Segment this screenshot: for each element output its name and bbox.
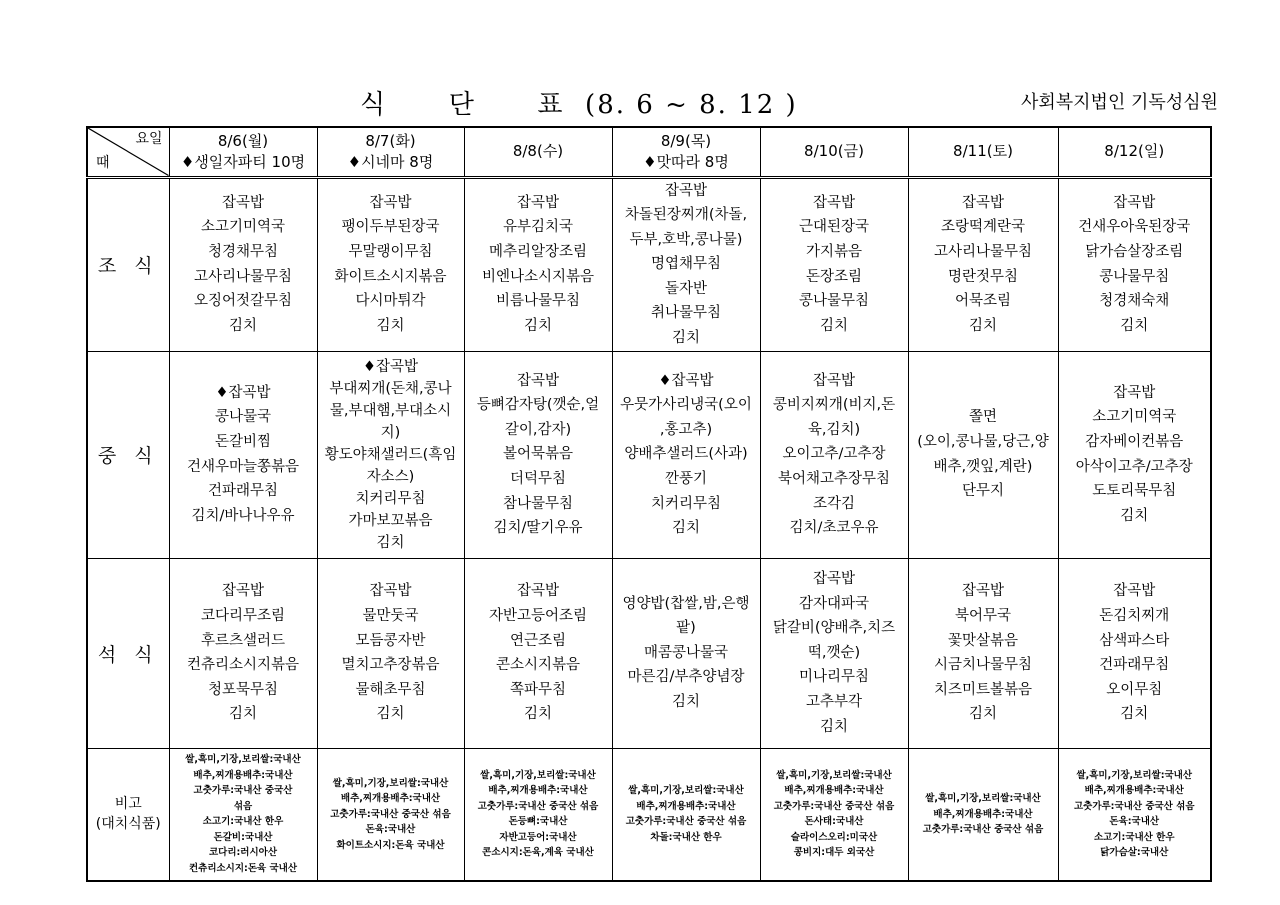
origin-note: 고춧가루:국내산 중국산 섞음 [773,800,895,812]
menu-item: 김치 [671,694,700,711]
menu-cell [317,177,464,351]
menu-item: 연근조림 [509,632,567,649]
menu-item: 등뼈감자탕(깻순,얼 [476,397,600,414]
menu-item: 팽이두부된장국 [341,219,440,236]
menu-item: 차돌된장찌개(차돌, [624,207,748,224]
origin-note: 고춧가루:국내산 중국산 섞음 [1073,800,1195,812]
menu-item: 자소스) [366,468,415,485]
origin-note: 배추,찌개용배추:국내산 [340,793,441,805]
menu-item: 명란젓무침 [947,268,1019,285]
lunch-row [87,351,1211,558]
origin-note: 쌀,흑미,기장,보리쌀:국내산 [1076,769,1193,781]
menu-item: 더덕무침 [509,470,567,487]
menu-item: 잡곡밥 [812,571,856,588]
meal-label: 조 식 [87,177,169,351]
day-header [317,127,464,177]
menu-item: 콘소시지볶음 [495,657,581,674]
menu-item: 콩나물무침 [798,293,870,310]
menu-item: 건파래무침 [1099,657,1170,674]
menu-item: 시금치나물무침 [933,657,1033,674]
origin-note: 배추,찌개용배추:국내산 [1084,785,1184,797]
origin-note: 돈등뼈:국내산 [508,816,568,828]
origin-note: 고춧가루:국내산 중국산 섞음 [477,800,599,812]
day-header [1058,127,1211,177]
menu-cell [612,177,760,351]
corner-cell [87,127,169,177]
origin-note: 고춧가루:국내산 중국산 [193,785,293,797]
menu-item: 유부김치국 [502,219,574,236]
notes-label: 비고 (대치식품) [87,748,169,881]
menu-item: 잡곡밥 [664,182,708,199]
menu-item: 건새우아욱된장국 [1078,219,1191,236]
menu-item: 치커리무침 [650,495,722,512]
menu-item: 김치 [819,718,848,735]
menu-item: 닭갈비(양배추,치즈 [772,620,896,637]
menu-item: 도토리묵무침 [1092,483,1177,500]
menu-item: 콩나물무침 [1099,268,1170,285]
menu-item: 김치 [968,706,997,723]
menu-item: 김치/딸기우유 [493,520,583,537]
note-cell [612,748,760,881]
menu-item: 코다리무조림 [200,607,286,624]
day-header [612,127,760,177]
menu-cell [760,177,908,351]
menu-item: 조랑떡계란국 [940,219,1026,236]
menu-item: 팥) [676,620,696,637]
menu-item: 근대된장국 [798,219,870,236]
menu-item: 마른김/부추양념장 [627,669,745,686]
menu-item: 부대찌개(돈채,콩나 [329,380,452,397]
menu-item: 소고기미역국 [200,219,286,236]
menu-item: 아삭이고추/고추장 [1075,458,1193,475]
menu-item: 잡곡밥 [221,194,265,211]
origin-note: 쌀,흑미,기장,보리쌀:국내산 [332,777,449,789]
menu-item: 물,부대햄,부대소시 [329,402,452,419]
origin-note: 콘소시지:돈육,계육 국내산 [482,847,594,859]
origin-note: 코다리:러시아산 [208,847,278,859]
dinner-row [87,558,1211,748]
menu-item: 취나물무침 [650,305,722,322]
meal-label: 석 식 [87,558,169,748]
menu-item: 콩나물국 [214,409,272,426]
menu-item: 고추부각 [805,694,863,711]
day-header [760,127,908,177]
origin-note: 쌀,흑미,기장,보리쌀:국내산 [185,754,301,766]
menu-item: 잡곡밥 [1113,583,1156,600]
menu-item: 우뭇가사리냉국(오이 [620,397,752,414]
menu-item: 잡곡밥 [961,583,1005,600]
origin-note: 쌀,흑미,기장,보리쌀:국내산 [628,785,744,797]
menu-item: 지) [380,424,401,441]
menu-item: 비름나물무침 [495,293,581,310]
origin-note: 섞음 [233,800,253,812]
day-header [169,127,317,177]
day-event: ♦맛따라 8명 [643,152,729,171]
menu-item: 치즈미트볼볶음 [933,681,1033,698]
menu-item: 고사리나물무침 [193,268,293,285]
origin-note: 배추,찌개용배추:국내산 [488,785,588,797]
menu-item: 김치 [1120,317,1149,334]
menu-item: 자반고등어조림 [488,607,588,624]
origin-note: 콩비지:대두 외국산 [793,847,875,859]
menu-item: 건새우마늘쫑볶음 [186,458,300,475]
menu-item: 꽃맛살볶음 [947,632,1019,649]
menu-cell [317,558,464,748]
day-header [908,127,1058,177]
menu-cell [169,351,317,558]
menu-cell [612,351,760,558]
menu-item: 황도야채샐러드(흑임 [324,446,457,463]
day-event: ♦시네마 8명 [347,152,434,171]
origin-note: 화이트소시지:돈육 국내산 [336,839,445,851]
note-cell [169,748,317,881]
menu-item: 김치 [523,706,552,723]
note-cell [464,748,612,881]
day-event: ♦생일자파티 10명 [180,152,306,171]
header-row [87,127,1211,177]
menu-cell [169,177,317,351]
menu-cell [1058,351,1211,558]
menu-item: 비엔나소시지볶음 [481,268,595,285]
menu-item: 청경채무침 [207,243,279,260]
menu-item: 메추리알장조림 [488,243,588,260]
menu-item: 물해초무침 [355,681,426,698]
menu-item: 명엽채무침 [650,256,722,273]
menu-item: 소고기미역국 [1092,409,1177,426]
menu-item: 잡곡밥 [812,194,856,211]
menu-item: 멸치고추장볶음 [341,657,440,674]
menu-item: 김치 [1120,706,1149,723]
day-date: 8/12(일) [1104,142,1165,161]
menu-item: 가마보꼬볶음 [348,512,433,529]
menu-item: 청경채숙채 [1099,293,1170,310]
origin-note: 닭가슴살:국내산 [1100,847,1169,859]
menu-item: 북어채고추장무침 [777,470,891,487]
menu-item: 북어무국 [954,607,1012,624]
menu-item: 돈갈비찜 [214,434,272,451]
menu-item: ♦잡곡밥 [658,372,714,389]
menu-item: 김치 [376,706,405,723]
note-cell [1058,748,1211,881]
menu-cell [612,558,760,748]
menu-item: 매콤콩나물국 [643,644,729,661]
menu-item: 건파래무침 [207,483,279,500]
menu-item: 무말랭이무침 [348,243,433,260]
menu-item: 잡곡밥 [516,583,560,600]
menu-cell [464,177,612,351]
menu-cell [760,351,908,558]
menu-item: 김치 [671,520,700,537]
menu-item: 잡곡밥 [369,583,412,600]
menu-item: 배추,깻잎,계란) [933,458,1033,475]
origin-note: 돈육:국내산 [365,824,416,836]
menu-cell [1058,177,1211,351]
menu-item: ,홍고추) [659,421,713,438]
menu-cell [908,558,1058,748]
menu-item: 김치 [376,317,405,334]
menu-cell [169,558,317,748]
menu-item: 화이트소시지볶음 [334,268,447,285]
menu-item: 콩비지찌개(비지,돈 [772,397,896,414]
note-cell [760,748,908,881]
origin-note: 배추,찌개용배추:국내산 [933,808,1033,820]
origin-note: 쌀,흑미,기장,보리쌀:국내산 [925,793,1041,805]
menu-item: 미나리무침 [798,669,870,686]
menu-item: 떡,깻순) [807,644,861,661]
menu-item: 닭가슴살장조림 [1085,243,1184,260]
menu-cell [464,351,612,558]
origin-note: 배추,찌개용배추:국내산 [784,785,884,797]
origin-note: 배추,찌개용배추:국내산 [636,800,736,812]
menu-cell [760,558,908,748]
menu-item: 감자대파국 [798,595,870,612]
origin-note: 배추,찌개용배추:국내산 [193,769,293,781]
menu-item: 물만둣국 [362,607,419,624]
menu-item: 양배추샐러드(사과) [624,446,748,463]
day-date: 8/9(목) [660,131,712,150]
menu-item: 김치 [376,534,405,551]
menu-item: 단무지 [961,483,1005,500]
menu-item: 잡곡밥 [1113,194,1156,211]
menu-item: 두부,호박,콩나물) [629,231,743,248]
origin-note: 고춧가루:국내산 중국산 섞음 [330,808,451,820]
menu-item: 깐풍기 [664,470,708,487]
menu-item: 삼색파스타 [1099,632,1170,649]
corner-meal-label: 때 [96,154,110,171]
menu-item: 잡곡밥 [961,194,1005,211]
menu-item: 고사리나물무침 [933,243,1033,260]
menu-item: 참나물무침 [502,495,574,512]
note-cell [908,748,1058,881]
breakfast-row [87,177,1211,351]
menu-item: 잡곡밥 [369,194,412,211]
menu-item: 영양밥(찹쌀,밤,은행 [622,595,750,612]
origin-note: 소고기:국내산 한우 [1093,831,1175,843]
corner-day-label: 요일 [135,131,163,147]
menu-item: 김치/초코우유 [789,520,879,537]
origin-note: 소고기:국내산 한우 [202,816,284,828]
menu-item: 갈이,감자) [504,421,572,438]
day-header [464,127,612,177]
menu-item: 잡곡밥 [221,583,265,600]
origin-note: 쌀,흑미,기장,보리쌀:국내산 [480,769,596,781]
menu-item: 모듬콩자반 [355,632,426,649]
menu-item: 김치 [671,330,700,347]
menu-item: (오이,콩나물,당근,양 [917,434,1049,451]
day-date: 8/11(토) [953,142,1013,161]
menu-cell [908,351,1058,558]
menu-item: 쫄면 [968,409,997,426]
menu-item: ♦잡곡밥 [215,384,271,401]
menu-item: 오이무침 [1106,681,1163,698]
menu-item: 오이고추/고추장 [782,446,886,463]
menu-item: 조각김 [812,495,856,512]
origin-note: 돈갈비:국내산 [213,831,273,843]
day-date: 8/10(금) [804,142,864,161]
meal-label: 중 식 [87,351,169,558]
day-date: 8/7(화) [365,131,416,150]
menu-item: 어묵조림 [954,293,1012,310]
origin-note: 돈사태:국내산 [804,816,864,828]
origin-note: 돈육:국내산 [1109,816,1160,828]
origin-note: 컨츄리소시지:돈육 국내산 [188,862,298,874]
menu-item: 볼어묵볶음 [502,446,574,463]
origin-note: 차돌:국내산 한우 [650,831,722,843]
menu-item: 치커리무침 [355,490,426,507]
menu-item: 김치 [523,317,552,334]
note-cell [317,748,464,881]
day-date: 8/6(월) [217,131,269,150]
menu-item: ♦잡곡밥 [362,358,419,375]
menu-item: 돈장조림 [805,268,863,285]
menu-item: 컨츄리소시지볶음 [186,657,300,674]
menu-item: 김치 [968,317,997,334]
origin-note: 고춧가루:국내산 중국산 섞음 [922,824,1044,836]
origin-note: 고춧가루:국내산 중국산 섞음 [625,816,747,828]
menu-item: 김치 [1120,507,1149,524]
menu-item: 김치/바나나우유 [191,507,295,524]
menu-cell [317,351,464,558]
menu-item: 잡곡밥 [1113,384,1156,401]
menu-item: 잡곡밥 [812,372,856,389]
menu-item: 돌자반 [664,280,708,297]
origin-note: 슬라이스오리:미국산 [790,831,878,843]
day-date: 8/8(수) [512,142,564,161]
menu-item: 육,김치) [807,421,861,438]
origin-note: 쌀,흑미,기장,보리쌀:국내산 [776,769,892,781]
menu-item: 감자베이컨볶음 [1085,434,1184,451]
origin-note: 자반고등어:국내산 [499,831,577,843]
notes-row [87,748,1211,881]
menu-item: 다시마튀각 [355,293,426,310]
menu-item: 김치 [228,706,257,723]
menu-cell [1058,558,1211,748]
menu-item: 쪽파무침 [509,681,567,698]
menu-item: 가지볶음 [805,243,863,260]
menu-item: 김치 [819,317,848,334]
menu-cell [464,558,612,748]
menu-item: 오징어젓갈무침 [193,293,293,310]
organization-name: 사회복지법인 기독성심원 [1021,92,1218,113]
menu-item: 청포묵무침 [207,681,279,698]
menu-item: 후르츠샐러드 [200,632,286,649]
menu-table [86,126,1212,882]
menu-item: 잡곡밥 [516,372,560,389]
menu-item: 돈김치찌개 [1099,607,1170,624]
menu-cell [908,177,1058,351]
menu-item: 잡곡밥 [516,194,560,211]
menu-item: 김치 [228,317,257,334]
page-title: 식 단 표 (8. 6 ~ 8. 12 ) [360,90,798,120]
